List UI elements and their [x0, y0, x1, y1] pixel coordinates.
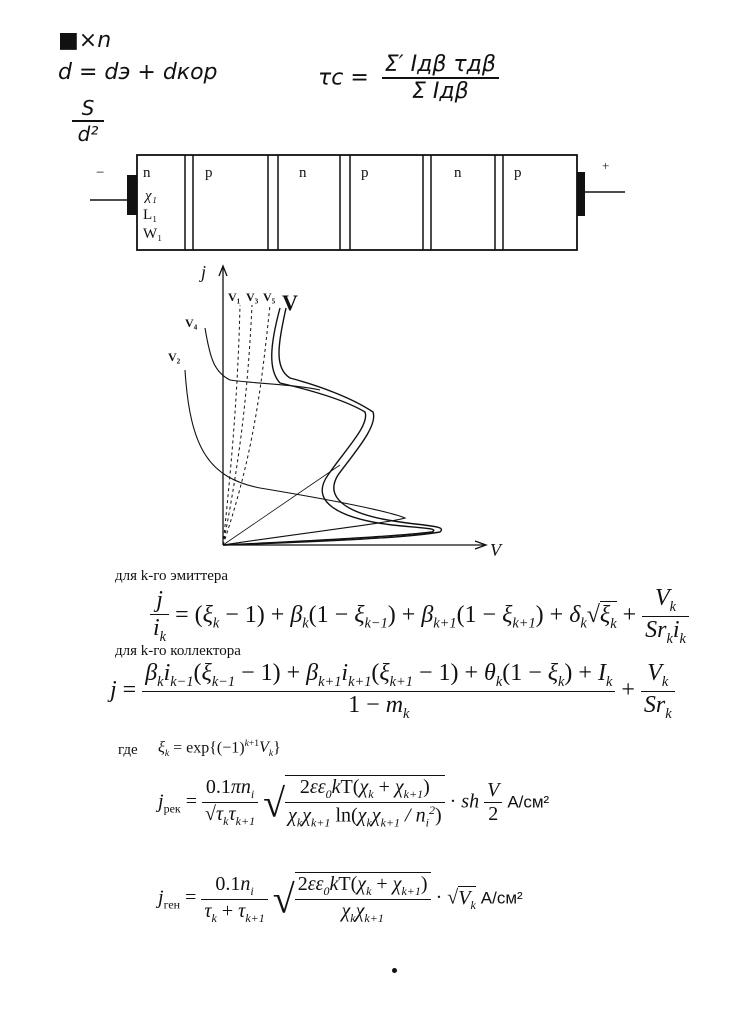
- layer-label-4: p: [361, 165, 369, 181]
- curve-label-v: V: [282, 290, 298, 315]
- layer-label-3: n: [299, 165, 307, 181]
- tau-formula: [318, 52, 499, 104]
- curve-label-v2: V₂: [168, 350, 181, 364]
- minus-terminal: −: [96, 165, 105, 181]
- units-rek: А/см²: [507, 792, 550, 812]
- plus-terminal: +: [602, 158, 610, 173]
- emitter-equation: $\frac{j}{i_k}$ = $(\xi_k - 1) + \beta_k(1 - \xi_{k-1}) + \beta_{k+1}(1 - \xi_{k+1}) + \delta_k√\xi_k$ + $\frac{V_k}{Sr_ki_k}$: [150, 585, 689, 648]
- note-fraction: [72, 96, 104, 146]
- tau-lhs: τс =: [318, 65, 369, 91]
- layer-param-chi: χ₁: [145, 188, 157, 204]
- layer-label-5: n: [454, 165, 462, 181]
- where-label: где: [118, 742, 138, 758]
- units-gen: А/см²: [480, 888, 523, 908]
- x-axis-label: V: [490, 540, 501, 560]
- tau-den: Σ Iдβ: [382, 77, 499, 104]
- jrek-equation: $j_{рек}$ = $\frac{0.1\pi n_i}{√\tau_k\tau_{k+1}}$ √ $\frac{2\varepsilon\varepsilon_0kT(\chi_k + \chi_{k+1})}{\chi_k\chi_{k+1} \ln(\chi_k\chi_{k+1} / n_i^2)}$ · sh $\frac{V}{2}$ А/см²: [158, 776, 550, 830]
- layer-label-6: p: [514, 165, 522, 181]
- device-structure: [90, 150, 630, 260]
- stray-dot: [392, 968, 397, 973]
- note-fraction-num: S: [81, 96, 95, 120]
- layer-param-L: L₁: [143, 207, 158, 223]
- curve-label-v5: V₅: [263, 290, 276, 304]
- jgen-equation: $j_{ген}$ = $\frac{0.1n_i}{\tau_k + \tau_{k+1}}$ √ $\frac{2\varepsilon\varepsilon_0kT(\chi_k + \chi_{k+1})}{\chi_k\chi_{k+1}}$ · $√V_k$ А/см²: [158, 872, 523, 925]
- note-line-2: d = dэ + dкор: [58, 60, 218, 85]
- collector-equation: j = $\frac{\beta_ki_{k-1}(\xi_{k-1} - 1) + \beta_{k+1}i_{k+1}(\xi_{k+1} - 1) + \theta_k(1 - \xi_k) + I_k}{1 - m_k}$ + $\frac{V_k}{Sr_k}$: [110, 660, 675, 723]
- collector-caption: для k-го коллектора: [115, 643, 241, 659]
- note-line-1: ■×n: [58, 28, 112, 53]
- curve-label-v4: V₄: [185, 316, 198, 330]
- tau-num: Σ′ Iдβ τдβ: [384, 52, 496, 77]
- y-axis-label: j: [201, 262, 207, 282]
- curve-label-v1: V₁: [228, 290, 241, 304]
- curve-label-v3: V₃: [246, 290, 259, 304]
- note-fraction-den: d²: [72, 120, 104, 146]
- xi-definition: $\xi_k = \exp\{(-1)^{k+1}V_k\}$: [158, 738, 281, 760]
- layer-label-1: n: [143, 165, 151, 181]
- emitter-caption: для k-го эмиттера: [115, 568, 229, 584]
- iv-graph: [160, 260, 520, 565]
- layer-param-W: W₁: [143, 226, 163, 242]
- layer-label-2: p: [205, 165, 213, 181]
